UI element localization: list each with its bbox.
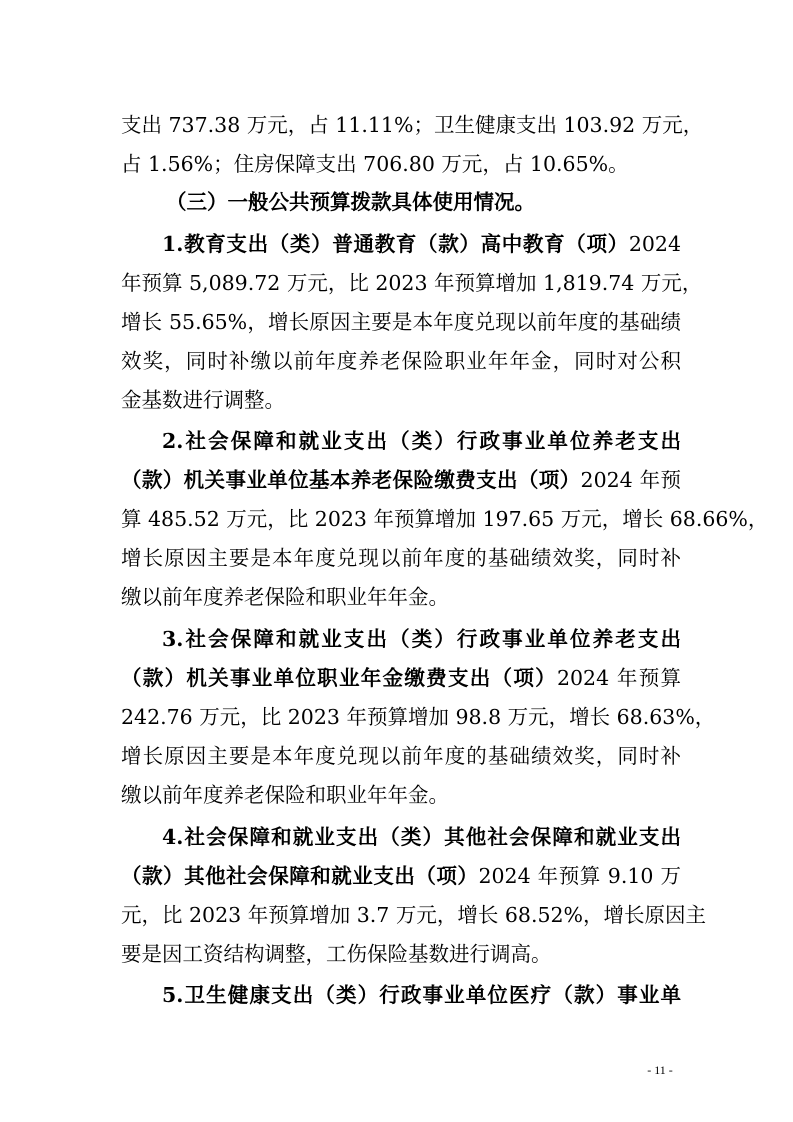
intro-line: 支出 737.38 万元，占 11.11%；卫生健康支出 103.92 万元， (121, 113, 704, 137)
paragraph-line: 元，比 2023 年预算增加 3.7 万元，增长 68.52%，增长原因主 (121, 903, 707, 927)
item-2-heading: 2.社会保障和就业支出（类）行政事业单位养老支出 (162, 429, 681, 453)
paragraph-line: 效奖，同时补缴以前年度养老保险职业年年金，同时对公积 (121, 349, 681, 373)
section-heading: （三）一般公共预算拨款具体使用情况。 (166, 190, 535, 214)
item-heading-rest: 2024 年预 (580, 468, 682, 492)
paragraph-line: 要是因工资结构调整，工伤保险基数进行调高。 (121, 942, 552, 966)
paragraph-line: 增长 55.65%，增长原因主要是本年度兑现以前年度的基础绩 (121, 310, 681, 334)
item-4-heading: 4.社会保障和就业支出（类）其他社会保障和就业支出 (162, 825, 681, 849)
item-heading-bold: （款）机关事业单位职业年金缴费支出（项） (121, 666, 557, 690)
paragraph-line: 缴以前年度养老保险和职业年年金。 (121, 585, 449, 609)
item-heading-rest: 2024 年预算 9.10 万 (478, 864, 681, 888)
item-2-heading-cont (121, 467, 681, 493)
item-1-heading (162, 231, 681, 257)
item-heading-rest: 2024 (628, 232, 681, 256)
paragraph-line: 增长原因主要是本年度兑现以前年度的基础绩效奖，同时补 (121, 546, 681, 570)
item-heading-bold: （款）机关事业单位基本养老保险缴费支出（项） (121, 468, 581, 492)
item-heading-bold: （款）其他社会保障和就业支出（项） (121, 864, 479, 888)
intro-line: 占 1.56%；住房保障支出 706.80 万元，占 10.65%。 (121, 152, 629, 176)
item-heading-bold: 1.教育支出（类）普通教育（款）高中教育（项） (162, 232, 629, 256)
paragraph-line: 增长原因主要是本年度兑现以前年度的基础绩效奖，同时补 (121, 744, 681, 768)
page-number: - 11 - (647, 1063, 673, 1077)
paragraph-line: 年预算 5,089.72 万元，比 2023 年预算增加 1,819.74 万元， (121, 271, 703, 295)
paragraph-line: 242.76 万元，比 2023 年预算增加 98.8 万元，增长 68.63%， (121, 705, 716, 729)
item-3-heading-cont (121, 665, 681, 691)
item-3-heading: 3.社会保障和就业支出（类）行政事业单位养老支出 (162, 627, 681, 651)
paragraph-line: 缴以前年度养老保险和职业年年金。 (121, 783, 449, 807)
item-heading-rest: 2024 年预算 (556, 666, 682, 690)
paragraph-line: 金基数进行调整。 (121, 388, 285, 412)
item-5-heading: 5.卫生健康支出（类）行政事业单位医疗（款）事业单 (162, 983, 681, 1007)
item-4-heading-cont (121, 863, 681, 889)
paragraph-line: 算 485.52 万元，比 2023 年预算增加 197.65 万元，增长 68.66%， (121, 507, 769, 531)
